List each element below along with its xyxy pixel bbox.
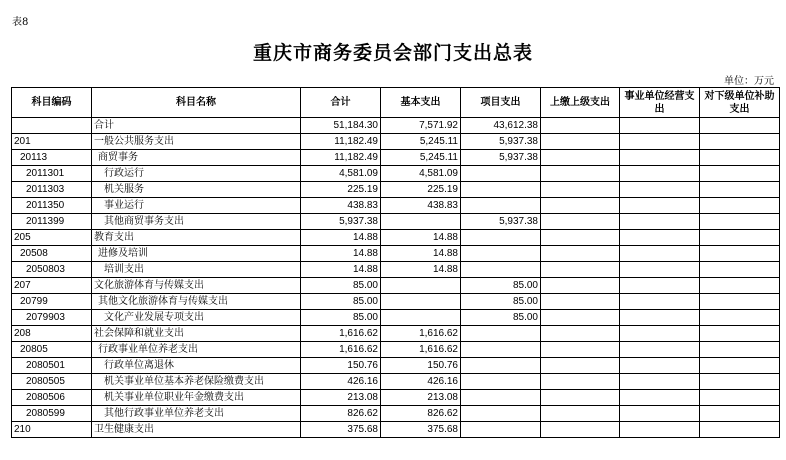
cell-total: 11,182.49 [301, 134, 381, 150]
cell-business-operation [620, 326, 700, 342]
cell-project-expenditure [461, 422, 541, 438]
cell-subsidy-subordinate [700, 326, 780, 342]
cell-subsidy-subordinate [700, 358, 780, 374]
header-subject-code: 科目编码 [12, 88, 92, 118]
cell-subject-name: 卫生健康支出 [92, 422, 301, 438]
cell-subject-name: 合计 [92, 118, 301, 134]
cell-basic-expenditure: 150.76 [381, 358, 461, 374]
cell-subject-code: 2011303 [12, 182, 92, 198]
cell-subsidy-subordinate [700, 390, 780, 406]
cell-subsidy-subordinate [700, 262, 780, 278]
table-row [12, 198, 780, 214]
cell-business-operation [620, 118, 700, 134]
cell-project-expenditure: 5,937.38 [461, 150, 541, 166]
table-row [12, 326, 780, 342]
cell-subsidy-subordinate [700, 118, 780, 134]
header-row [12, 88, 780, 118]
cell-subject-code: 2080599 [12, 406, 92, 422]
cell-remit-superior [541, 118, 620, 134]
cell-basic-expenditure: 7,571.92 [381, 118, 461, 134]
cell-basic-expenditure: 1,616.62 [381, 326, 461, 342]
cell-remit-superior [541, 182, 620, 198]
cell-subject-name: 其他文化旅游体育与传媒支出 [92, 294, 301, 310]
cell-basic-expenditure: 5,245.11 [381, 134, 461, 150]
cell-total: 51,184.30 [301, 118, 381, 134]
cell-subject-name: 文化产业发展专项支出 [92, 310, 301, 326]
cell-subject-name: 教育支出 [92, 230, 301, 246]
cell-project-expenditure [461, 326, 541, 342]
cell-remit-superior [541, 246, 620, 262]
cell-subsidy-subordinate [700, 134, 780, 150]
cell-business-operation [620, 134, 700, 150]
cell-total: 1,616.62 [301, 326, 381, 342]
cell-business-operation [620, 214, 700, 230]
cell-basic-expenditure: 14.88 [381, 230, 461, 246]
page-title: 重庆市商务委员会部门支出总表 [252, 42, 533, 64]
cell-project-expenditure: 85.00 [461, 310, 541, 326]
cell-project-expenditure [461, 406, 541, 422]
cell-total: 5,937.38 [301, 214, 381, 230]
cell-total: 14.88 [301, 246, 381, 262]
cell-business-operation [620, 150, 700, 166]
cell-remit-superior [541, 294, 620, 310]
cell-total: 11,182.49 [301, 150, 381, 166]
table-row [12, 294, 780, 310]
cell-subsidy-subordinate [700, 422, 780, 438]
cell-basic-expenditure: 5,245.11 [381, 150, 461, 166]
cell-business-operation [620, 310, 700, 326]
table-row [12, 214, 780, 230]
cell-project-expenditure [461, 374, 541, 390]
cell-basic-expenditure: 438.83 [381, 198, 461, 214]
cell-subject-name: 事业运行 [92, 198, 301, 214]
cell-basic-expenditure: 14.88 [381, 246, 461, 262]
cell-business-operation [620, 358, 700, 374]
cell-total: 826.62 [301, 406, 381, 422]
cell-subject-code: 2079903 [12, 310, 92, 326]
cell-subject-name: 其他行政事业单位养老支出 [92, 406, 301, 422]
cell-business-operation [620, 246, 700, 262]
cell-subject-name: 文化旅游体育与传媒支出 [92, 278, 301, 294]
cell-total: 85.00 [301, 278, 381, 294]
header-remit-superior: 上缴上级支出 [541, 88, 620, 118]
cell-subject-name: 其他商贸事务支出 [92, 214, 301, 230]
cell-remit-superior [541, 134, 620, 150]
cell-business-operation [620, 230, 700, 246]
cell-subsidy-subordinate [700, 374, 780, 390]
cell-subject-code: 2080501 [12, 358, 92, 374]
cell-basic-expenditure: 14.88 [381, 262, 461, 278]
cell-remit-superior [541, 406, 620, 422]
cell-subject-code: 207 [12, 278, 92, 294]
cell-total: 85.00 [301, 310, 381, 326]
table-row [12, 230, 780, 246]
cell-basic-expenditure [381, 278, 461, 294]
table-row [12, 134, 780, 150]
table-row [12, 310, 780, 326]
table-row [12, 342, 780, 358]
cell-subsidy-subordinate [700, 166, 780, 182]
cell-total: 375.68 [301, 422, 381, 438]
cell-subject-name: 培训支出 [92, 262, 301, 278]
cell-business-operation [620, 294, 700, 310]
table-row [12, 390, 780, 406]
cell-project-expenditure: 5,937.38 [461, 134, 541, 150]
unit-label: 单位：万元 [724, 76, 774, 87]
table-row [12, 118, 780, 134]
table-row [12, 246, 780, 262]
cell-subsidy-subordinate [700, 310, 780, 326]
cell-project-expenditure [461, 230, 541, 246]
cell-remit-superior [541, 358, 620, 374]
cell-total: 225.19 [301, 182, 381, 198]
cell-subsidy-subordinate [700, 294, 780, 310]
cell-project-expenditure: 43,612.38 [461, 118, 541, 134]
cell-subject-code: 2011350 [12, 198, 92, 214]
cell-subsidy-subordinate [700, 214, 780, 230]
cell-subject-name: 机关事业单位职业年金缴费支出 [92, 390, 301, 406]
header-total: 合计 [301, 88, 381, 118]
cell-business-operation [620, 182, 700, 198]
cell-business-operation [620, 342, 700, 358]
cell-subject-name: 机关事业单位基本养老保险缴费支出 [92, 374, 301, 390]
cell-remit-superior [541, 230, 620, 246]
cell-remit-superior [541, 150, 620, 166]
cell-subject-name: 商贸事务 [92, 150, 301, 166]
cell-subject-code: 20799 [12, 294, 92, 310]
cell-business-operation [620, 198, 700, 214]
cell-basic-expenditure: 826.62 [381, 406, 461, 422]
cell-subject-name: 行政事业单位养老支出 [92, 342, 301, 358]
header-project-expenditure: 项目支出 [461, 88, 541, 118]
cell-subject-name: 一般公共服务支出 [92, 134, 301, 150]
cell-subsidy-subordinate [700, 406, 780, 422]
cell-business-operation [620, 406, 700, 422]
cell-project-expenditure [461, 246, 541, 262]
cell-remit-superior [541, 198, 620, 214]
cell-total: 14.88 [301, 230, 381, 246]
table-row [12, 278, 780, 294]
cell-project-expenditure [461, 182, 541, 198]
header-business-operation: 事业单位经营支出 [620, 88, 700, 118]
cell-subject-code: 201 [12, 134, 92, 150]
cell-remit-superior [541, 262, 620, 278]
cell-basic-expenditure: 1,616.62 [381, 342, 461, 358]
cell-basic-expenditure [381, 214, 461, 230]
cell-subject-name: 机关服务 [92, 182, 301, 198]
cell-subject-code: 208 [12, 326, 92, 342]
cell-project-expenditure [461, 262, 541, 278]
cell-project-expenditure [461, 390, 541, 406]
cell-total: 438.83 [301, 198, 381, 214]
table-row [12, 374, 780, 390]
cell-total: 213.08 [301, 390, 381, 406]
cell-project-expenditure: 5,937.38 [461, 214, 541, 230]
cell-subject-name: 行政单位离退休 [92, 358, 301, 374]
cell-remit-superior [541, 310, 620, 326]
cell-total: 85.00 [301, 294, 381, 310]
table-row [12, 150, 780, 166]
cell-subsidy-subordinate [700, 230, 780, 246]
header-subject-name: 科目名称 [92, 88, 301, 118]
cell-basic-expenditure: 213.08 [381, 390, 461, 406]
cell-remit-superior [541, 166, 620, 182]
cell-basic-expenditure: 426.16 [381, 374, 461, 390]
cell-remit-superior [541, 214, 620, 230]
cell-basic-expenditure: 4,581.09 [381, 166, 461, 182]
cell-subject-code: 2011399 [12, 214, 92, 230]
cell-project-expenditure: 85.00 [461, 278, 541, 294]
cell-total: 1,616.62 [301, 342, 381, 358]
cell-business-operation [620, 374, 700, 390]
cell-subject-code: 2011301 [12, 166, 92, 182]
table-row [12, 166, 780, 182]
cell-total: 14.88 [301, 262, 381, 278]
cell-total: 150.76 [301, 358, 381, 374]
cell-subsidy-subordinate [700, 278, 780, 294]
cell-project-expenditure [461, 358, 541, 374]
cell-subsidy-subordinate [700, 198, 780, 214]
cell-subject-code [12, 118, 92, 134]
expenditure-table [11, 87, 780, 438]
cell-project-expenditure [461, 166, 541, 182]
cell-subsidy-subordinate [700, 246, 780, 262]
cell-subject-code: 20805 [12, 342, 92, 358]
cell-remit-superior [541, 422, 620, 438]
cell-subsidy-subordinate [700, 150, 780, 166]
cell-total: 426.16 [301, 374, 381, 390]
cell-subject-name: 进修及培训 [92, 246, 301, 262]
cell-remit-superior [541, 374, 620, 390]
cell-basic-expenditure: 225.19 [381, 182, 461, 198]
table-row [12, 358, 780, 374]
cell-total: 4,581.09 [301, 166, 381, 182]
cell-subject-code: 210 [12, 422, 92, 438]
cell-subject-name: 社会保障和就业支出 [92, 326, 301, 342]
cell-subject-code: 205 [12, 230, 92, 246]
cell-subject-name: 行政运行 [92, 166, 301, 182]
cell-subject-code: 20508 [12, 246, 92, 262]
cell-business-operation [620, 278, 700, 294]
cell-business-operation [620, 422, 700, 438]
cell-project-expenditure: 85.00 [461, 294, 541, 310]
header-basic-expenditure: 基本支出 [381, 88, 461, 118]
cell-basic-expenditure [381, 310, 461, 326]
table-row [12, 262, 780, 278]
cell-project-expenditure [461, 342, 541, 358]
cell-subject-code: 2080506 [12, 390, 92, 406]
cell-basic-expenditure: 375.68 [381, 422, 461, 438]
cell-subject-code: 2050803 [12, 262, 92, 278]
cell-remit-superior [541, 278, 620, 294]
cell-remit-superior [541, 342, 620, 358]
cell-remit-superior [541, 326, 620, 342]
cell-business-operation [620, 390, 700, 406]
cell-remit-superior [541, 390, 620, 406]
header-subsidy-subordinate: 对下级单位补助支出 [700, 88, 780, 118]
cell-subsidy-subordinate [700, 342, 780, 358]
cell-subsidy-subordinate [700, 182, 780, 198]
table-number-label: 表8 [12, 17, 29, 28]
table-row [12, 422, 780, 438]
cell-business-operation [620, 262, 700, 278]
cell-subject-code: 2080505 [12, 374, 92, 390]
table-row [12, 182, 780, 198]
cell-project-expenditure [461, 198, 541, 214]
cell-subject-code: 20113 [12, 150, 92, 166]
cell-business-operation [620, 166, 700, 182]
cell-basic-expenditure [381, 294, 461, 310]
table-row [12, 406, 780, 422]
